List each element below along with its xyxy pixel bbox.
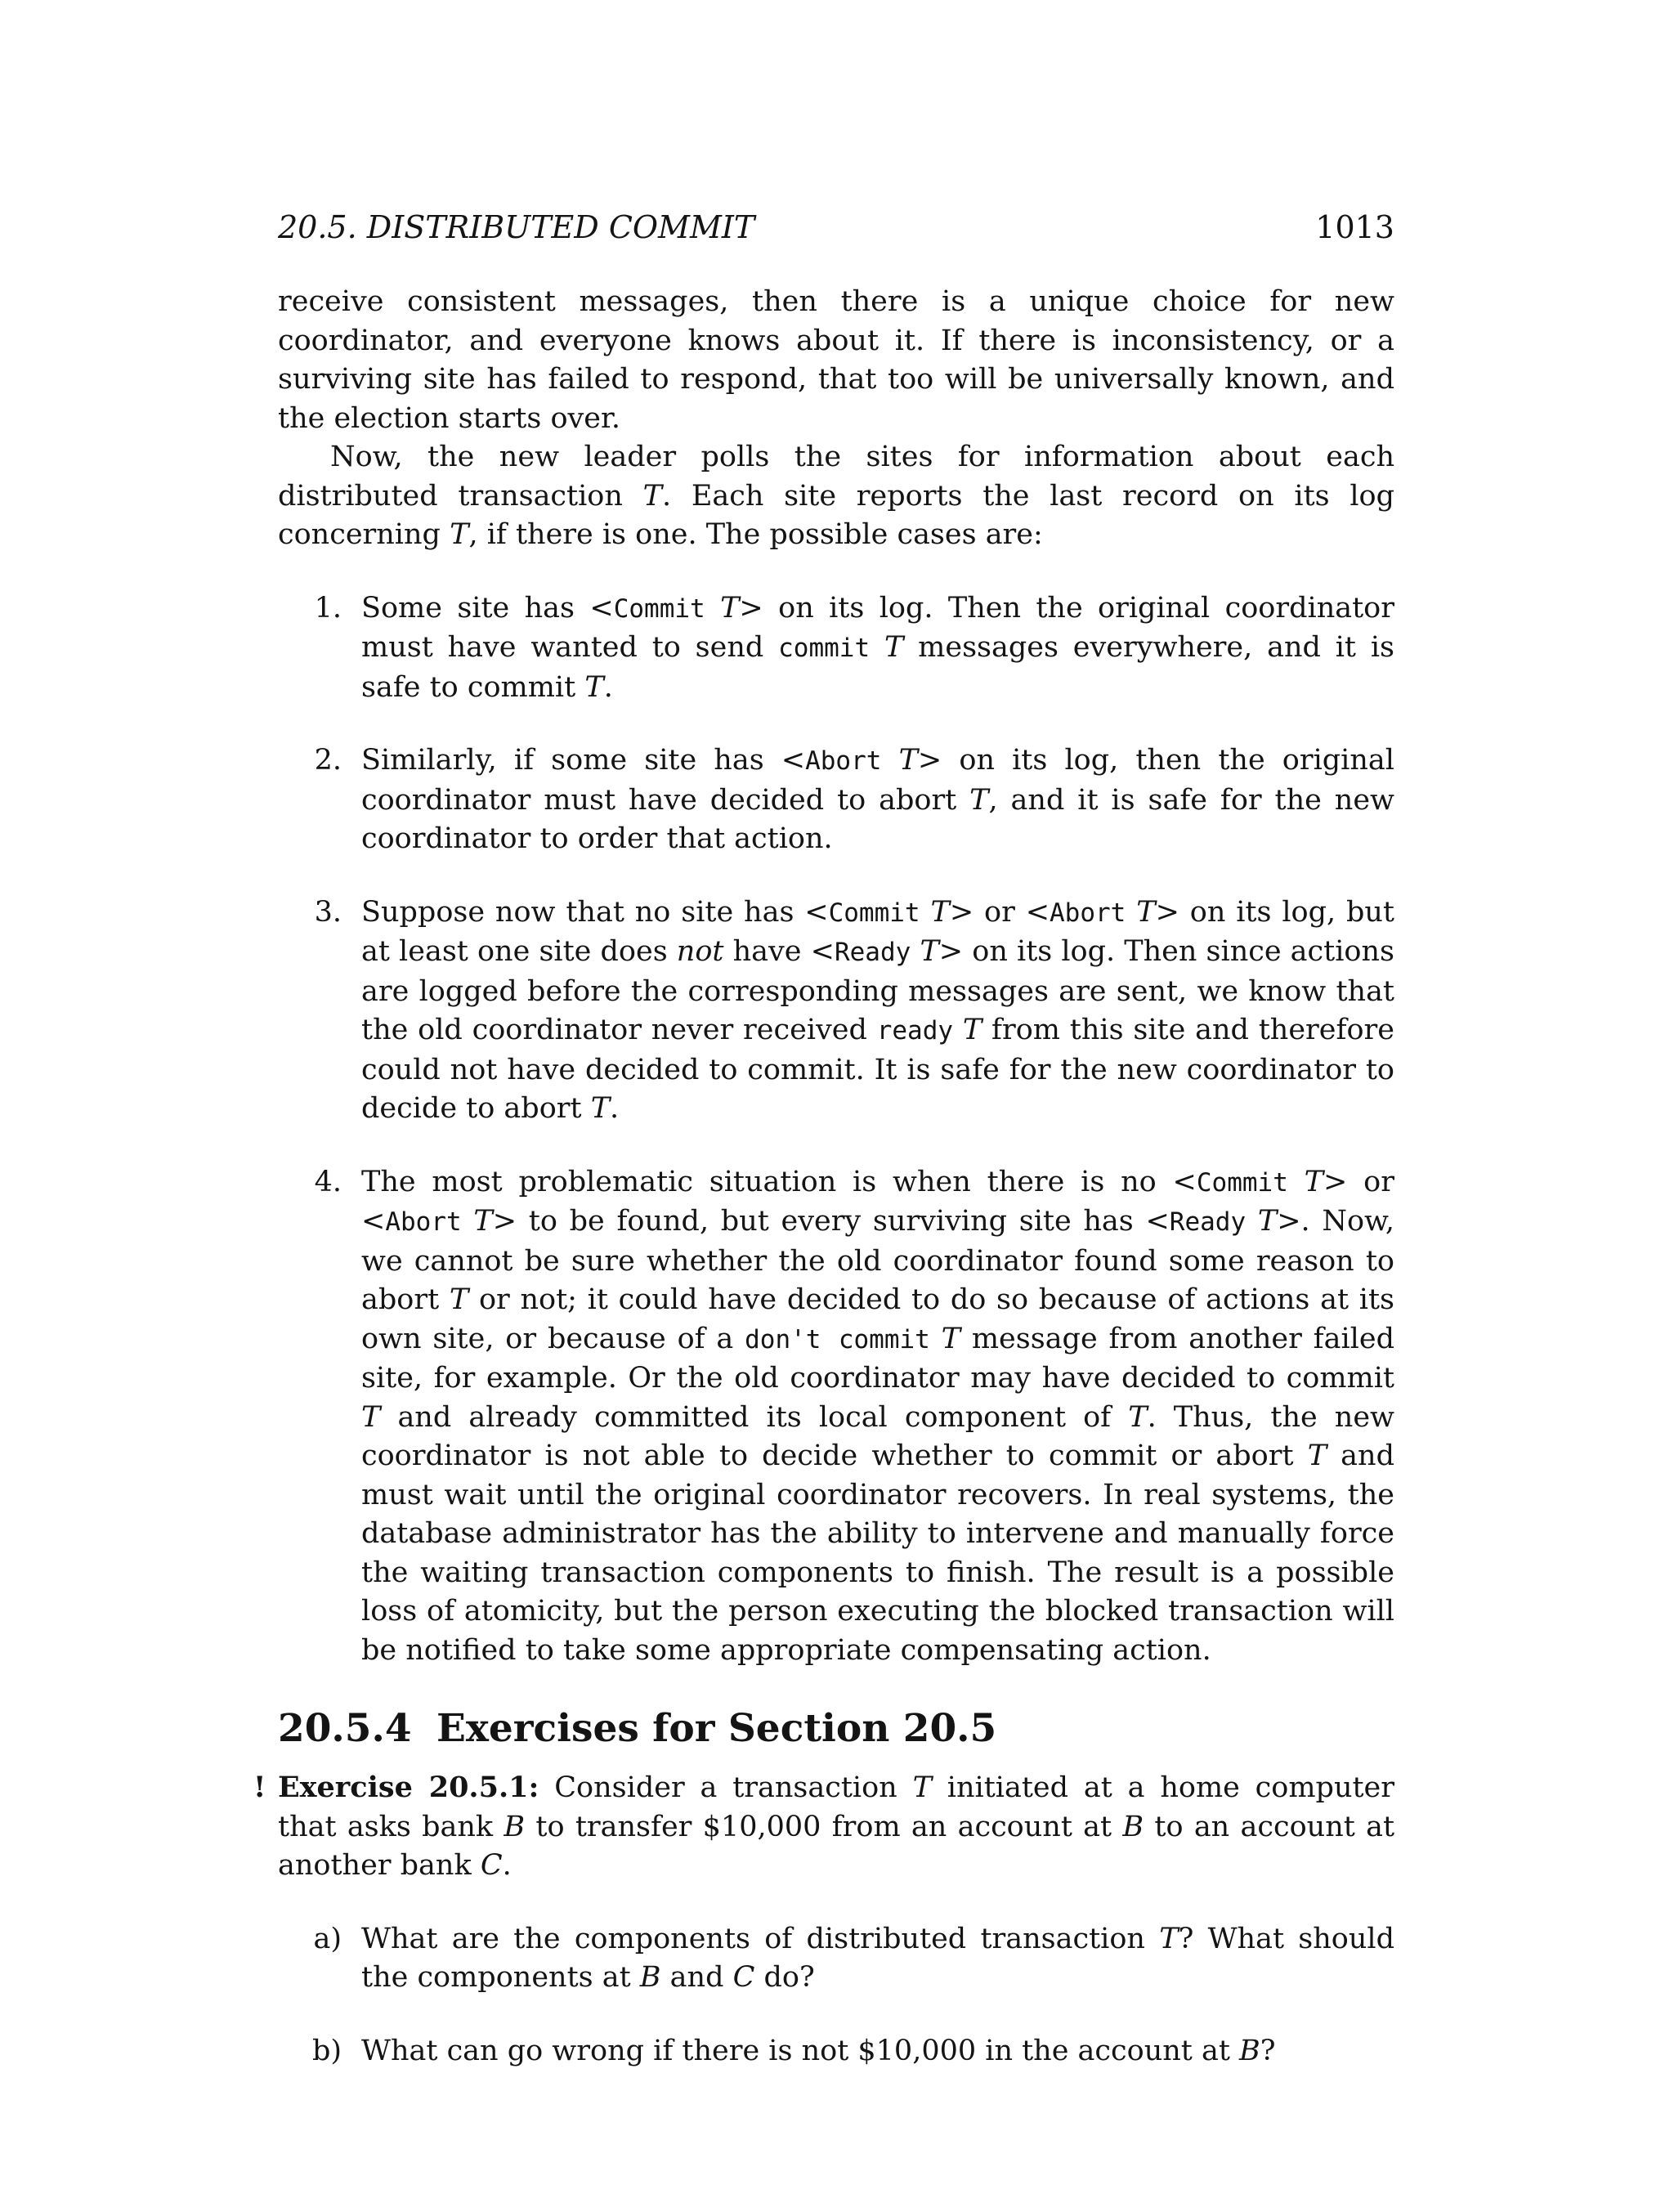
list-item-text: Similarly, if some site has <Abort T> on its log, then the original coordinator must have decided to abort T, and it is safe for the new coordinator to order that action. [361,744,1394,855]
paragraph-2: Now, the new leader polls the sites for information about each distributed transaction T. Each site reports the last record on its log concerning T, if there is one. The possible cases are: [278,441,1394,551]
paragraph-1: receive consistent messages, then there is a unique choice for new coordinator, and everyone knows about it. If there is inconsistency, or a surviving site has failed to respond, that too will be universally known, and the election starts over. [278,285,1394,435]
list-item-number: 3. [314,895,342,929]
part-label: b) [311,2034,342,2067]
running-header [278,208,1394,247]
list-item [278,893,1394,1129]
list-item [278,741,1394,859]
list-item-text: Suppose now that no site has <Commit T> or <Abort T> on its log, but at least one site does not have <Ready T> on its log. Then since actions are logged before the corresponding messages are sent, we know that the old coordinator never received ready T from this site and therefore could not have decided to commit. It is safe for the new coordinator to decide to abort T. [361,895,1394,1125]
part-label: a) [313,1922,342,1955]
list-item-text: Some site has <Commit T> on its log. Then the original coordinator must have wanted to send commit T messages everywhere, and it is safe to commit T. [361,591,1394,704]
list-item-text: The most problematic situation is when there is no <Commit T> or <Abort T> to be found, but every surviving site has <Ready T>. Now, we cannot be sure whether the old coordinator found some reason to abort T or not; it could have decided to do so because of actions at its own site, or because of a don't commit T message from another failed site, for example. Or the old coordinator may have decided to commit T and already committed its local component of T. Thus, the new coordinator is not able to decide whether to commit or abort T and must wait until the original coordinator recovers. In real systems, the database administrator has the ability to intervene and manually force the waiting transaction components to finish. The result is a possible loss of atomicity, but the person executing the blocked transaction will be notified to take some appropriate compensating action. [361,1165,1394,1667]
difficulty-marker: ! [253,1771,266,1804]
recovery-cases-list [278,589,1394,1671]
list-item [278,1163,1394,1671]
page-number: 1013 [1315,209,1394,245]
running-head-title: 20.5. DISTRIBUTED COMMIT [278,209,755,245]
exercise-parts [278,1920,1394,2071]
list-item [278,589,1394,708]
list-item-number: 1. [314,591,342,625]
list-item-number: 4. [314,1165,342,1198]
main-text [278,283,1394,1704]
exercise-statement: Exercise 20.5.1: Consider a transaction T initiated at a home computer that asks bank B to transfer $10,000 from an account at B to an account at another bank C. [278,1771,1395,1882]
part-text: What are the components of distributed transaction T? What should the components at B and C do? [361,1922,1394,1994]
section-number: 20.5.4 [278,1706,412,1751]
section-heading [278,1704,996,1753]
list-item-number: 2. [314,744,342,777]
exercise-block [253,1768,1395,2105]
part-text: What can go wrong if there is not $10,000 in the account at B? [361,2034,1276,2067]
section-title: Exercises for Section 20.5 [436,1706,997,1751]
list-item [278,2032,1394,2071]
exercise-label: Exercise 20.5.1: [278,1771,539,1804]
list-item [278,1920,1394,1998]
